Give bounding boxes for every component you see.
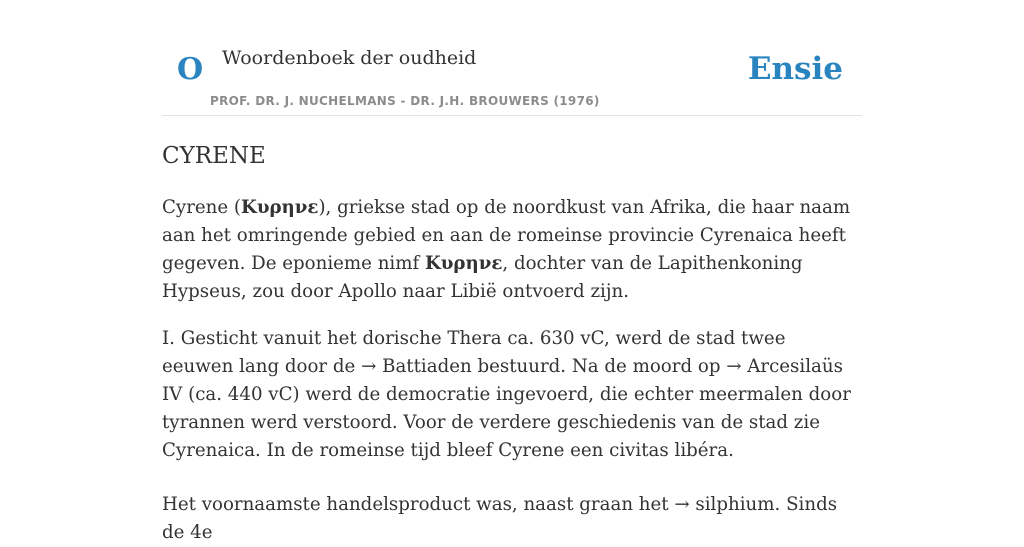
paragraph-trade [162,491,862,547]
xref-link-silphium[interactable]: → silphium [674,494,775,515]
xref-link-arcesilaus[interactable]: → Arcesilaüs IV [162,356,843,405]
text-segment: I. Gesticht vanuit het dorische Thera ca. 630 vC, werd de stad twee eeuwen lang door de [162,328,786,377]
entry-body [162,194,862,547]
entry-title: CYRENE [162,143,266,169]
xref-link-battiaden[interactable]: → Battiaden [361,356,472,377]
authors-credit: PROF. DR. J. NUCHELMANS - DR. J.H. BROUWERS (1976) [210,94,600,108]
text-segment: , dochter van de Lapithenkoning Hypseus, zou door Apollo naar Libië ontvoerd zijn. [162,253,803,302]
text-segment: (ca. 440 vC) werd de democratie ingevoerd, die echter meermalen door tyrannen werd verstoord. Voor de verdere geschiedenis van de stad zie Cyrenaica. In de romeinse tijd bleef Cyrene een civitas libéra. [162,384,851,461]
header [162,0,862,116]
page [162,0,862,547]
greek-name: Κυρηνε [241,197,319,218]
text-segment: Cyrene ( [162,197,242,218]
greek-name: Κυρηνε [424,253,503,274]
text-segment: Het voornaamste handelsproduct was, naast graan het [162,494,675,515]
text-segment: bestuurd. Na de moord op [471,356,727,377]
index-letter-link[interactable]: O [177,52,204,87]
text-segment: . Sinds de 4e [162,494,838,543]
text-segment: ), griekse stad op de noordkust van Afrika, die haar naam aan het omringende gebied en aan de romeinse provincie Cyrenaica heeft gegeven. De eponieme nimf [162,197,851,274]
book-title-link[interactable]: Woordenboek der oudheid [222,47,477,69]
paragraph-intro [162,194,862,306]
ensie-logo-link[interactable]: Ensie [747,51,843,87]
paragraph-history [162,325,862,465]
